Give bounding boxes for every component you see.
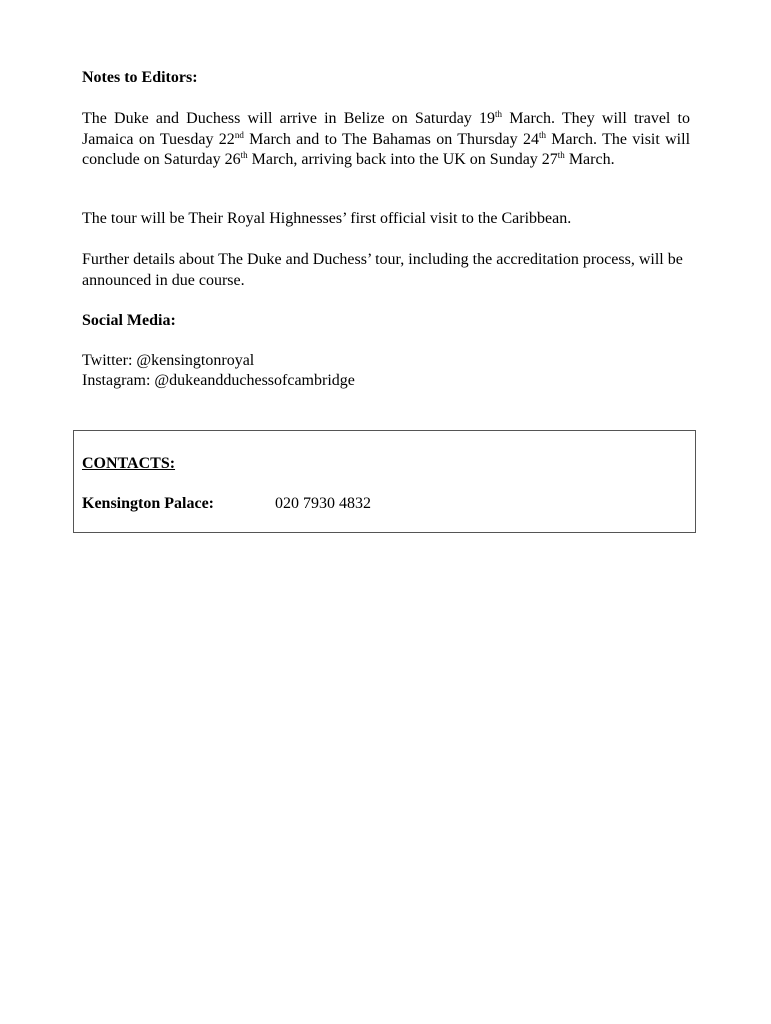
notes-heading: Notes to Editors: <box>82 69 198 86</box>
itinerary-text-3: March and to The Bahamas on Thursday 24 <box>243 130 539 148</box>
itinerary-text-5: March, arriving back into the UK on Sunday 27 <box>247 151 558 168</box>
itinerary-sup-1: th <box>495 109 503 119</box>
itinerary-sup-3: th <box>538 129 546 140</box>
further-details-paragraph: Further details about The Duke and Duchess’ tour, including the accreditation process, will be announced in due course. <box>82 251 683 289</box>
twitter-handle: Twitter: @kensingtonroyal <box>82 352 255 369</box>
itinerary-text-2: March. They will travel to Jamaica on Tuesday 22 <box>82 110 690 148</box>
social-media-heading: Social Media: <box>82 312 176 329</box>
contacts-title: CONTACTS: <box>82 455 176 472</box>
instagram-handle: Instagram: @dukeandduchessofcambridge <box>82 372 355 389</box>
itinerary-text-6: March. <box>564 151 615 168</box>
contact-phone: 020 7930 4832 <box>275 495 371 512</box>
itinerary-text-4: March. The visit will conclude on Saturday 26 <box>82 130 691 168</box>
contacts-box <box>73 430 696 533</box>
contact-label: Kensington Palace: <box>82 495 214 512</box>
first-visit-paragraph: The tour will be Their Royal Highnesses’ first official visit to the Caribbean. <box>82 210 572 227</box>
itinerary-sup-2: nd <box>234 129 244 140</box>
itinerary-paragraph <box>82 109 690 171</box>
itinerary-text-1: The Duke and Duchess will arrive in Belize on Saturday 19 <box>82 110 495 127</box>
itinerary-sup-5: th <box>557 150 565 160</box>
itinerary-sup-4: th <box>240 150 248 160</box>
